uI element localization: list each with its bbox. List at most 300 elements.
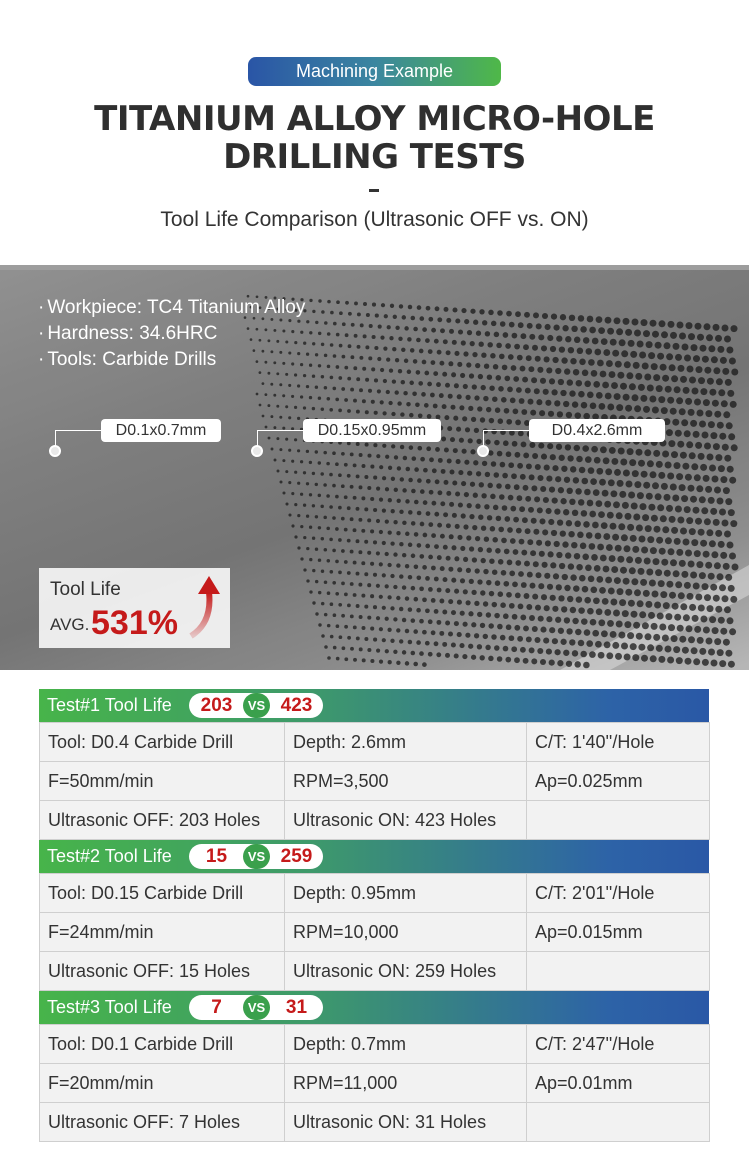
- drilled-hole: [657, 613, 664, 620]
- drilled-hole: [540, 627, 546, 633]
- drilled-hole: [306, 547, 309, 550]
- drilled-hole: [602, 598, 609, 605]
- drilled-hole: [683, 387, 690, 394]
- drilled-hole: [422, 360, 427, 365]
- drilled-hole: [595, 533, 602, 540]
- table-cell: Ap=0.015mm: [527, 913, 710, 952]
- drilled-hole: [630, 351, 637, 358]
- drilled-hole: [350, 614, 354, 618]
- table-row: [40, 801, 710, 840]
- drilled-hole: [568, 531, 574, 537]
- table-cell: [527, 952, 710, 991]
- drilled-hole: [521, 441, 527, 447]
- drilled-hole: [604, 609, 611, 616]
- drilled-hole: [519, 506, 525, 512]
- drilled-hole: [315, 450, 318, 453]
- drilled-hole: [323, 516, 327, 520]
- drilled-hole: [411, 586, 416, 591]
- drilled-hole: [576, 380, 583, 387]
- drilled-hole: [719, 660, 726, 667]
- drilled-hole: [402, 585, 406, 589]
- drilled-hole: [652, 331, 659, 338]
- drilled-hole: [387, 325, 391, 329]
- drilled-hole: [654, 526, 661, 533]
- drilled-hole: [520, 333, 526, 339]
- drilled-hole: [411, 554, 416, 559]
- drilled-hole: [336, 624, 340, 628]
- drilled-hole: [399, 574, 403, 578]
- drilled-hole: [379, 562, 383, 566]
- drilled-hole: [457, 632, 462, 637]
- drilled-hole: [663, 602, 670, 609]
- drilled-hole: [348, 312, 352, 316]
- drilled-hole: [418, 413, 423, 418]
- drilled-hole: [428, 619, 433, 624]
- drilled-hole: [410, 348, 415, 353]
- drilled-hole: [442, 642, 447, 647]
- callout-label: D0.1x0.7mm: [101, 419, 221, 442]
- drilled-hole: [671, 375, 678, 382]
- drilled-hole: [405, 499, 409, 503]
- drilled-hole: [713, 324, 720, 331]
- table-cell: [527, 1103, 710, 1142]
- drilled-hole: [599, 403, 606, 410]
- drilled-hole: [520, 614, 526, 620]
- drilled-hole: [593, 381, 600, 388]
- drilled-hole: [315, 385, 318, 388]
- drilled-hole: [303, 568, 306, 571]
- drilled-hole: [413, 359, 418, 364]
- drilled-hole: [414, 532, 419, 537]
- drilled-hole: [490, 494, 496, 500]
- drilled-hole: [628, 340, 635, 347]
- drilled-hole: [662, 526, 669, 533]
- drilled-hole: [385, 519, 389, 523]
- drilled-hole: [533, 561, 539, 567]
- callout-line: [257, 430, 303, 431]
- drilled-hole: [656, 537, 663, 544]
- drilled-hole: [393, 520, 397, 524]
- drilled-hole: [324, 645, 328, 649]
- drilled-hole: [583, 521, 590, 528]
- vs-pill: [189, 995, 323, 1020]
- drilled-hole: [566, 520, 572, 526]
- drilled-hole: [356, 377, 360, 381]
- drilled-hole: [375, 314, 379, 318]
- drilled-hole: [674, 538, 681, 545]
- drilled-hole: [582, 554, 589, 561]
- drilled-hole: [648, 612, 655, 619]
- drilled-hole: [403, 456, 407, 460]
- drilled-hole: [463, 384, 468, 389]
- drilled-hole: [309, 299, 312, 302]
- drilled-hole: [599, 587, 606, 594]
- callout-dot-icon: [477, 445, 489, 457]
- drilled-hole: [376, 649, 380, 653]
- table-cell: RPM=3,500: [285, 762, 527, 801]
- drilled-hole: [382, 476, 386, 480]
- drilled-hole: [523, 658, 529, 664]
- drilled-hole: [358, 550, 362, 554]
- drilled-hole: [541, 594, 547, 600]
- drilled-hole: [376, 551, 380, 555]
- drilled-hole: [412, 456, 417, 461]
- drilled-hole: [382, 541, 386, 545]
- drilled-hole: [616, 404, 623, 411]
- drilled-hole: [542, 529, 548, 535]
- drilled-hole: [341, 517, 345, 521]
- drilled-hole: [542, 562, 548, 568]
- drilled-hole: [539, 551, 545, 557]
- drilled-hole: [353, 366, 357, 370]
- drilled-hole: [285, 502, 288, 505]
- drilled-hole: [470, 341, 475, 346]
- drilled-hole: [609, 371, 616, 378]
- drilled-hole: [614, 317, 621, 324]
- drilled-hole: [706, 638, 713, 645]
- drilled-hole: [329, 538, 333, 542]
- drilled-hole: [708, 345, 715, 352]
- drilled-hole: [335, 495, 339, 499]
- drilled-hole: [492, 396, 498, 402]
- drilled-hole: [454, 556, 459, 561]
- drilled-hole: [580, 326, 587, 333]
- drilled-hole: [372, 335, 376, 339]
- drilled-hole: [676, 397, 683, 404]
- drilled-hole: [704, 518, 711, 525]
- table-cell: F=50mm/min: [40, 762, 285, 801]
- drilled-hole: [634, 481, 641, 488]
- drilled-hole: [446, 350, 451, 355]
- drilled-hole: [474, 633, 479, 638]
- drilled-hole: [505, 343, 511, 349]
- drilled-hole: [699, 648, 706, 655]
- drilled-hole: [381, 303, 385, 307]
- drilled-hole: [686, 517, 693, 524]
- drilled-hole: [345, 301, 349, 305]
- drilled-hole: [641, 655, 648, 662]
- drilled-hole: [336, 300, 340, 304]
- drilled-hole: [628, 492, 635, 499]
- drilled-hole: [724, 455, 731, 462]
- drilled-hole: [480, 590, 485, 595]
- drilled-hole: [426, 306, 431, 311]
- drilled-hole: [679, 484, 686, 491]
- drilled-hole: [405, 661, 409, 665]
- header-section: [0, 0, 749, 265]
- drilled-hole: [673, 646, 680, 653]
- drilled-hole: [483, 601, 488, 606]
- callout-label: D0.4x2.6mm: [529, 419, 665, 442]
- drilled-hole: [610, 523, 617, 530]
- drilled-hole: [708, 649, 715, 656]
- drilled-hole: [473, 460, 478, 465]
- drilled-hole: [364, 572, 368, 576]
- drilled-hole: [391, 444, 395, 448]
- drilled-hole: [425, 576, 430, 581]
- drilled-hole: [715, 335, 722, 342]
- drilled-hole: [380, 368, 384, 372]
- drilled-hole: [373, 605, 377, 609]
- drilled-hole: [444, 307, 449, 312]
- drilled-hole: [488, 656, 493, 661]
- table-cell: Ap=0.025mm: [527, 762, 710, 801]
- drilled-hole: [584, 629, 591, 636]
- drilled-hole: [309, 493, 312, 496]
- drilled-hole: [657, 353, 664, 360]
- drilled-hole: [370, 594, 374, 598]
- drilled-hole: [544, 465, 550, 471]
- drilled-hole: [408, 543, 413, 548]
- drilled-hole: [521, 550, 527, 556]
- drilled-hole: [489, 418, 494, 423]
- drilled-hole: [723, 563, 730, 570]
- drilled-hole: [285, 470, 288, 473]
- drilled-hole: [416, 338, 421, 343]
- drilled-hole: [690, 572, 697, 579]
- drilled-hole: [403, 391, 407, 395]
- drilled-hole: [523, 344, 529, 350]
- drilled-hole: [459, 438, 464, 443]
- drilled-hole: [459, 643, 464, 648]
- drilled-hole: [454, 653, 459, 658]
- drilled-hole: [364, 475, 368, 479]
- drilled-hole: [341, 582, 345, 586]
- drilled-hole: [678, 592, 685, 599]
- drilled-hole: [667, 473, 674, 480]
- drilled-hole: [590, 586, 597, 593]
- drilled-hole: [549, 660, 555, 666]
- drilled-hole: [704, 323, 711, 330]
- drilled-hole: [700, 540, 707, 547]
- table-cell: C/T: 2'01''/Hole: [527, 874, 710, 913]
- drilled-hole: [425, 338, 430, 343]
- drilled-hole: [282, 394, 285, 397]
- drilled-hole: [668, 624, 675, 631]
- drilled-hole: [557, 519, 563, 525]
- drilled-hole: [682, 463, 689, 470]
- drilled-hole: [444, 448, 449, 453]
- drilled-hole: [619, 491, 626, 498]
- drilled-hole: [414, 467, 419, 472]
- drilled-hole: [605, 393, 612, 400]
- drilled-hole: [585, 348, 592, 355]
- drilled-hole: [393, 552, 397, 556]
- drilled-hole: [509, 322, 515, 328]
- drilled-hole: [705, 562, 712, 569]
- drilled-hole: [312, 569, 315, 572]
- drilled-hole: [645, 633, 652, 640]
- drilled-hole: [688, 409, 695, 416]
- drilled-hole: [545, 324, 551, 330]
- drilled-hole: [452, 340, 457, 345]
- drilled-hole: [376, 487, 380, 491]
- drilled-hole: [510, 506, 516, 512]
- drilled-hole: [469, 514, 474, 519]
- workpiece-photo: [0, 265, 749, 670]
- drilled-hole: [559, 563, 565, 569]
- drilled-hole: [291, 395, 294, 398]
- drilled-hole: [672, 603, 679, 610]
- drilled-hole: [467, 471, 472, 476]
- drilled-hole: [652, 407, 659, 414]
- drilled-hole: [698, 529, 705, 536]
- drilled-hole: [606, 360, 613, 367]
- drilled-hole: [399, 542, 403, 546]
- drilled-hole: [495, 580, 501, 586]
- drilled-hole: [649, 580, 656, 587]
- drilled-hole: [651, 623, 658, 630]
- drilled-hole: [652, 591, 659, 598]
- drilled-hole: [327, 591, 331, 595]
- drilled-hole: [380, 400, 384, 404]
- drilled-hole: [504, 516, 510, 522]
- subtitle: Tool Life Comparison (Ultrasonic OFF vs. ON): [160, 208, 589, 231]
- drilled-hole: [348, 344, 352, 348]
- drilled-hole: [535, 464, 541, 470]
- drilled-hole: [694, 550, 701, 557]
- drilled-hole: [472, 525, 477, 530]
- drilled-hole: [484, 536, 489, 541]
- drilled-hole: [564, 368, 570, 374]
- drilled-hole: [474, 395, 479, 400]
- drilled-hole: [367, 486, 371, 490]
- drilled-hole: [312, 407, 315, 410]
- drilled-hole: [309, 558, 312, 561]
- drilled-hole: [561, 466, 567, 472]
- drilled-hole: [554, 649, 560, 655]
- drilled-hole: [623, 578, 630, 585]
- drilled-hole: [435, 447, 440, 452]
- drilled-hole: [530, 410, 536, 416]
- drilled-hole: [493, 364, 499, 370]
- drilled-hole: [560, 498, 566, 504]
- drilled-hole: [549, 487, 555, 493]
- drilled-hole: [653, 374, 660, 381]
- drilled-hole: [506, 419, 512, 425]
- drilled-hole: [689, 452, 696, 459]
- drilled-hole: [332, 484, 336, 488]
- drilled-hole: [396, 596, 400, 600]
- drilled-hole: [520, 474, 526, 480]
- drilled-hole: [437, 317, 442, 322]
- drilled-hole: [439, 599, 444, 604]
- drilled-hole: [625, 405, 632, 412]
- drilled-hole: [543, 638, 549, 644]
- drilled-hole: [312, 472, 315, 475]
- drilled-hole: [338, 571, 342, 575]
- drilled-hole: [666, 353, 673, 360]
- drilled-hole: [504, 549, 510, 555]
- drilled-hole: [513, 517, 519, 523]
- drilled-hole: [715, 606, 722, 613]
- drilled-hole: [547, 443, 553, 449]
- drilled-hole: [428, 587, 433, 592]
- drilled-hole: [585, 564, 592, 571]
- drilled-hole: [300, 557, 303, 560]
- table-cell: C/T: 2'47''/Hole: [527, 1025, 710, 1064]
- drilled-hole: [549, 627, 555, 633]
- drilled-hole: [508, 495, 514, 501]
- drilled-hole: [405, 596, 409, 600]
- drilled-hole: [573, 477, 579, 483]
- drilled-hole: [422, 630, 427, 635]
- drilled-hole: [578, 391, 585, 398]
- drilled-hole: [446, 523, 451, 528]
- drilled-hole: [540, 659, 546, 665]
- drilled-hole: [312, 537, 315, 540]
- drilled-hole: [698, 453, 705, 460]
- drilled-hole: [603, 457, 610, 464]
- drilled-hole: [297, 514, 300, 517]
- drilled-hole: [617, 556, 624, 563]
- drilled-hole: [385, 487, 389, 491]
- drilled-hole: [528, 366, 534, 372]
- drilled-hole: [321, 310, 325, 314]
- drilled-hole: [419, 651, 424, 656]
- drilled-hole: [474, 601, 479, 606]
- drilled-hole: [589, 327, 596, 334]
- drilled-hole: [425, 544, 430, 549]
- drilled-hole: [563, 650, 569, 656]
- drilled-hole: [434, 544, 439, 549]
- drilled-hole: [509, 603, 515, 609]
- drilled-hole: [669, 364, 676, 371]
- drilled-hole: [490, 353, 496, 359]
- drilled-hole: [604, 641, 611, 648]
- drilled-hole: [603, 566, 610, 573]
- drilled-hole: [370, 465, 374, 469]
- drilled-hole: [569, 499, 575, 505]
- drilled-hole: [704, 594, 711, 601]
- drilled-hole: [344, 625, 348, 629]
- drilled-hole: [373, 638, 377, 642]
- drilled-hole: [519, 539, 525, 545]
- drilled-hole: [279, 416, 282, 419]
- drilled-hole: [321, 343, 324, 346]
- drilled-hole: [572, 618, 578, 624]
- drilled-hole: [534, 496, 540, 502]
- drilled-hole: [368, 389, 372, 393]
- drilled-hole: [358, 518, 362, 522]
- drilled-hole: [469, 579, 474, 584]
- drilled-hole: [512, 333, 518, 339]
- drilled-hole: [700, 464, 707, 471]
- drilled-hole: [342, 355, 346, 359]
- drilled-hole: [491, 321, 497, 327]
- drilled-hole: [595, 641, 602, 648]
- drilled-hole: [697, 410, 704, 417]
- drilled-hole: [423, 468, 428, 473]
- drilled-hole: [468, 438, 473, 443]
- drilled-hole: [510, 398, 516, 404]
- drilled-hole: [363, 302, 367, 306]
- drilled-hole: [279, 383, 282, 386]
- drilled-hole: [442, 372, 447, 377]
- drilled-hole: [312, 310, 315, 313]
- drilled-hole: [367, 454, 371, 458]
- drilled-hole: [728, 509, 735, 516]
- drilled-hole: [689, 377, 696, 384]
- drilled-hole: [491, 461, 497, 467]
- drilled-hole: [574, 661, 581, 668]
- drilled-hole: [581, 510, 588, 517]
- drilled-hole: [526, 355, 532, 361]
- drilled-hole: [468, 644, 473, 649]
- drilled-hole: [464, 460, 469, 465]
- drilled-hole: [505, 484, 511, 490]
- drilled-hole: [645, 525, 652, 532]
